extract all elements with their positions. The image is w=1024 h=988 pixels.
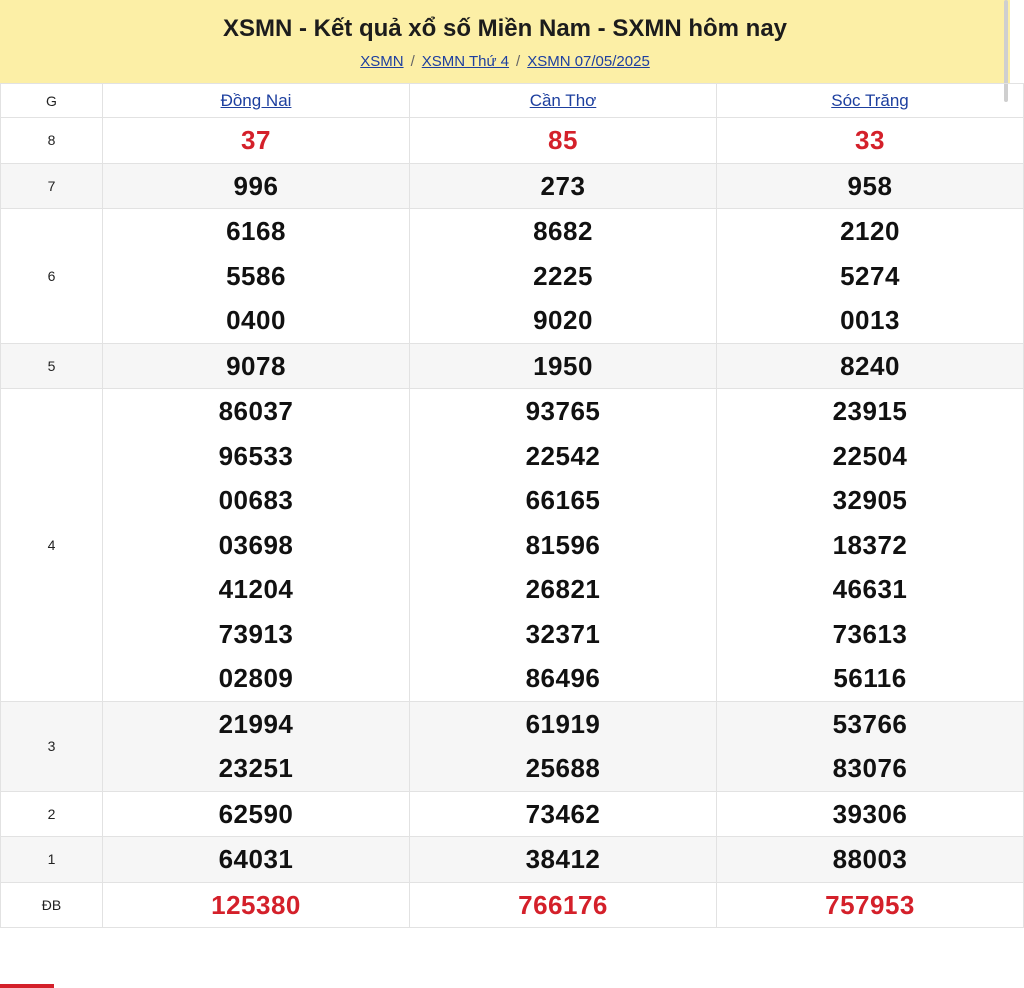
result-cell	[103, 209, 410, 344]
winning-number: 23251	[218, 753, 294, 783]
breadcrumb-link-xsmn-date[interactable]: XSMN 07/05/2025	[527, 53, 650, 70]
result-cell	[103, 791, 410, 837]
breadcrumb-separator: /	[516, 53, 521, 70]
province-link-can-tho[interactable]: Cần Thơ	[529, 90, 597, 110]
prize-label: ĐB	[1, 882, 103, 928]
prize-label: 3	[1, 701, 103, 791]
prize-label: 5	[1, 343, 103, 389]
winning-number: 26821	[525, 574, 601, 604]
breadcrumb-link-xsmn-thu-4[interactable]: XSMN Thứ 4	[421, 53, 510, 70]
result-cell	[717, 837, 1024, 883]
winning-number: 18372	[832, 529, 908, 560]
winning-number: 56116	[833, 663, 907, 693]
prize-label: 7	[1, 163, 103, 209]
winning-number: 9078	[226, 350, 286, 381]
winning-number: 996	[233, 170, 279, 201]
table-row	[1, 882, 1024, 928]
winning-number: 38412	[525, 844, 601, 874]
prize-label: 8	[1, 118, 103, 164]
prize-label: 1	[1, 837, 103, 883]
result-cell	[717, 701, 1024, 791]
winning-number: 83076	[832, 753, 908, 783]
bottom-accent-bar	[0, 984, 54, 988]
province-header-dong-nai	[103, 84, 410, 118]
winning-number: 1950	[533, 350, 593, 381]
winning-number: 64031	[218, 844, 294, 874]
province-header-soc-trang	[717, 84, 1024, 118]
winning-number: 86496	[525, 663, 601, 693]
breadcrumb-separator: /	[410, 53, 415, 70]
winning-number: 41204	[218, 574, 294, 604]
winning-number: 9020	[533, 305, 593, 335]
result-cell	[717, 209, 1024, 344]
winning-number: 88003	[832, 844, 908, 874]
winning-number: 757953	[825, 889, 915, 920]
winning-number: 81596	[525, 529, 601, 560]
page-header	[0, 0, 1010, 83]
winning-number: 273	[540, 170, 586, 201]
result-cell	[717, 389, 1024, 702]
result-cell	[103, 118, 410, 164]
result-cell	[103, 837, 410, 883]
result-cell	[410, 389, 717, 702]
result-cell	[410, 791, 717, 837]
winning-number: 33	[855, 125, 885, 155]
winning-number: 958	[847, 170, 893, 201]
prize-column-header: G	[1, 84, 103, 118]
winning-number: 25688	[525, 753, 601, 783]
prize-label: 2	[1, 791, 103, 837]
winning-number: 23915	[832, 396, 908, 426]
winning-number: 37	[241, 125, 271, 155]
winning-number: 46631	[832, 574, 908, 604]
result-cell	[410, 882, 717, 928]
table-row	[1, 791, 1024, 837]
table-row	[1, 163, 1024, 209]
table-row	[1, 389, 1024, 702]
winning-number: 0400	[226, 305, 286, 335]
result-cell	[103, 163, 410, 209]
result-cell	[717, 343, 1024, 389]
winning-number: 2120	[840, 216, 900, 246]
winning-number: 0013	[840, 305, 900, 335]
prize-label: 4	[1, 389, 103, 702]
table-row	[1, 118, 1024, 164]
winning-number: 5274	[840, 260, 900, 291]
winning-number: 00683	[218, 485, 294, 515]
winning-number: 39306	[832, 798, 908, 829]
result-cell	[103, 882, 410, 928]
result-cell	[103, 701, 410, 791]
winning-number: 5586	[226, 260, 286, 291]
winning-number: 766176	[518, 889, 608, 920]
breadcrumb-link-xsmn[interactable]: XSMN	[360, 53, 404, 70]
breadcrumb	[0, 52, 1010, 72]
winning-number: 53766	[832, 708, 908, 739]
winning-number: 8682	[533, 216, 593, 246]
winning-number: 62590	[218, 798, 294, 829]
winning-number: 61919	[525, 708, 601, 739]
winning-number: 73913	[218, 618, 294, 649]
winning-number: 6168	[226, 216, 286, 246]
result-cell	[410, 163, 717, 209]
result-cell	[103, 389, 410, 702]
winning-number: 8240	[840, 350, 900, 381]
winning-number: 32371	[525, 618, 601, 649]
result-cell	[717, 118, 1024, 164]
table-header-row	[1, 84, 1024, 118]
prize-label: 6	[1, 209, 103, 344]
table-row	[1, 209, 1024, 344]
province-link-dong-nai[interactable]: Đồng Nai	[220, 90, 292, 110]
winning-number: 96533	[218, 440, 294, 471]
table-row	[1, 701, 1024, 791]
winning-number: 22504	[832, 440, 908, 471]
result-cell	[410, 701, 717, 791]
province-header-can-tho	[410, 84, 717, 118]
result-cell	[410, 837, 717, 883]
winning-number: 86037	[218, 396, 294, 426]
winning-number: 85	[548, 125, 578, 155]
table-row	[1, 837, 1024, 883]
page-title: XSMN - Kết quả xổ số Miền Nam - SXMN hôm nay	[222, 15, 788, 42]
winning-number: 66165	[525, 485, 601, 515]
results-table	[0, 83, 1024, 928]
winning-number: 2225	[533, 260, 593, 291]
winning-number: 73613	[832, 618, 908, 649]
result-cell	[717, 163, 1024, 209]
winning-number: 22542	[525, 440, 601, 471]
winning-number: 93765	[525, 396, 601, 426]
winning-number: 125380	[211, 889, 301, 920]
province-link-soc-trang[interactable]: Sóc Trăng	[831, 90, 909, 110]
winning-number: 21994	[218, 708, 294, 739]
winning-number: 73462	[525, 798, 601, 829]
result-cell	[717, 791, 1024, 837]
result-cell	[103, 343, 410, 389]
winning-number: 32905	[832, 485, 908, 515]
result-cell	[410, 343, 717, 389]
winning-number: 02809	[218, 663, 294, 693]
result-cell	[717, 882, 1024, 928]
result-cell	[410, 209, 717, 344]
result-cell	[410, 118, 717, 164]
table-row	[1, 343, 1024, 389]
winning-number: 03698	[218, 529, 294, 560]
